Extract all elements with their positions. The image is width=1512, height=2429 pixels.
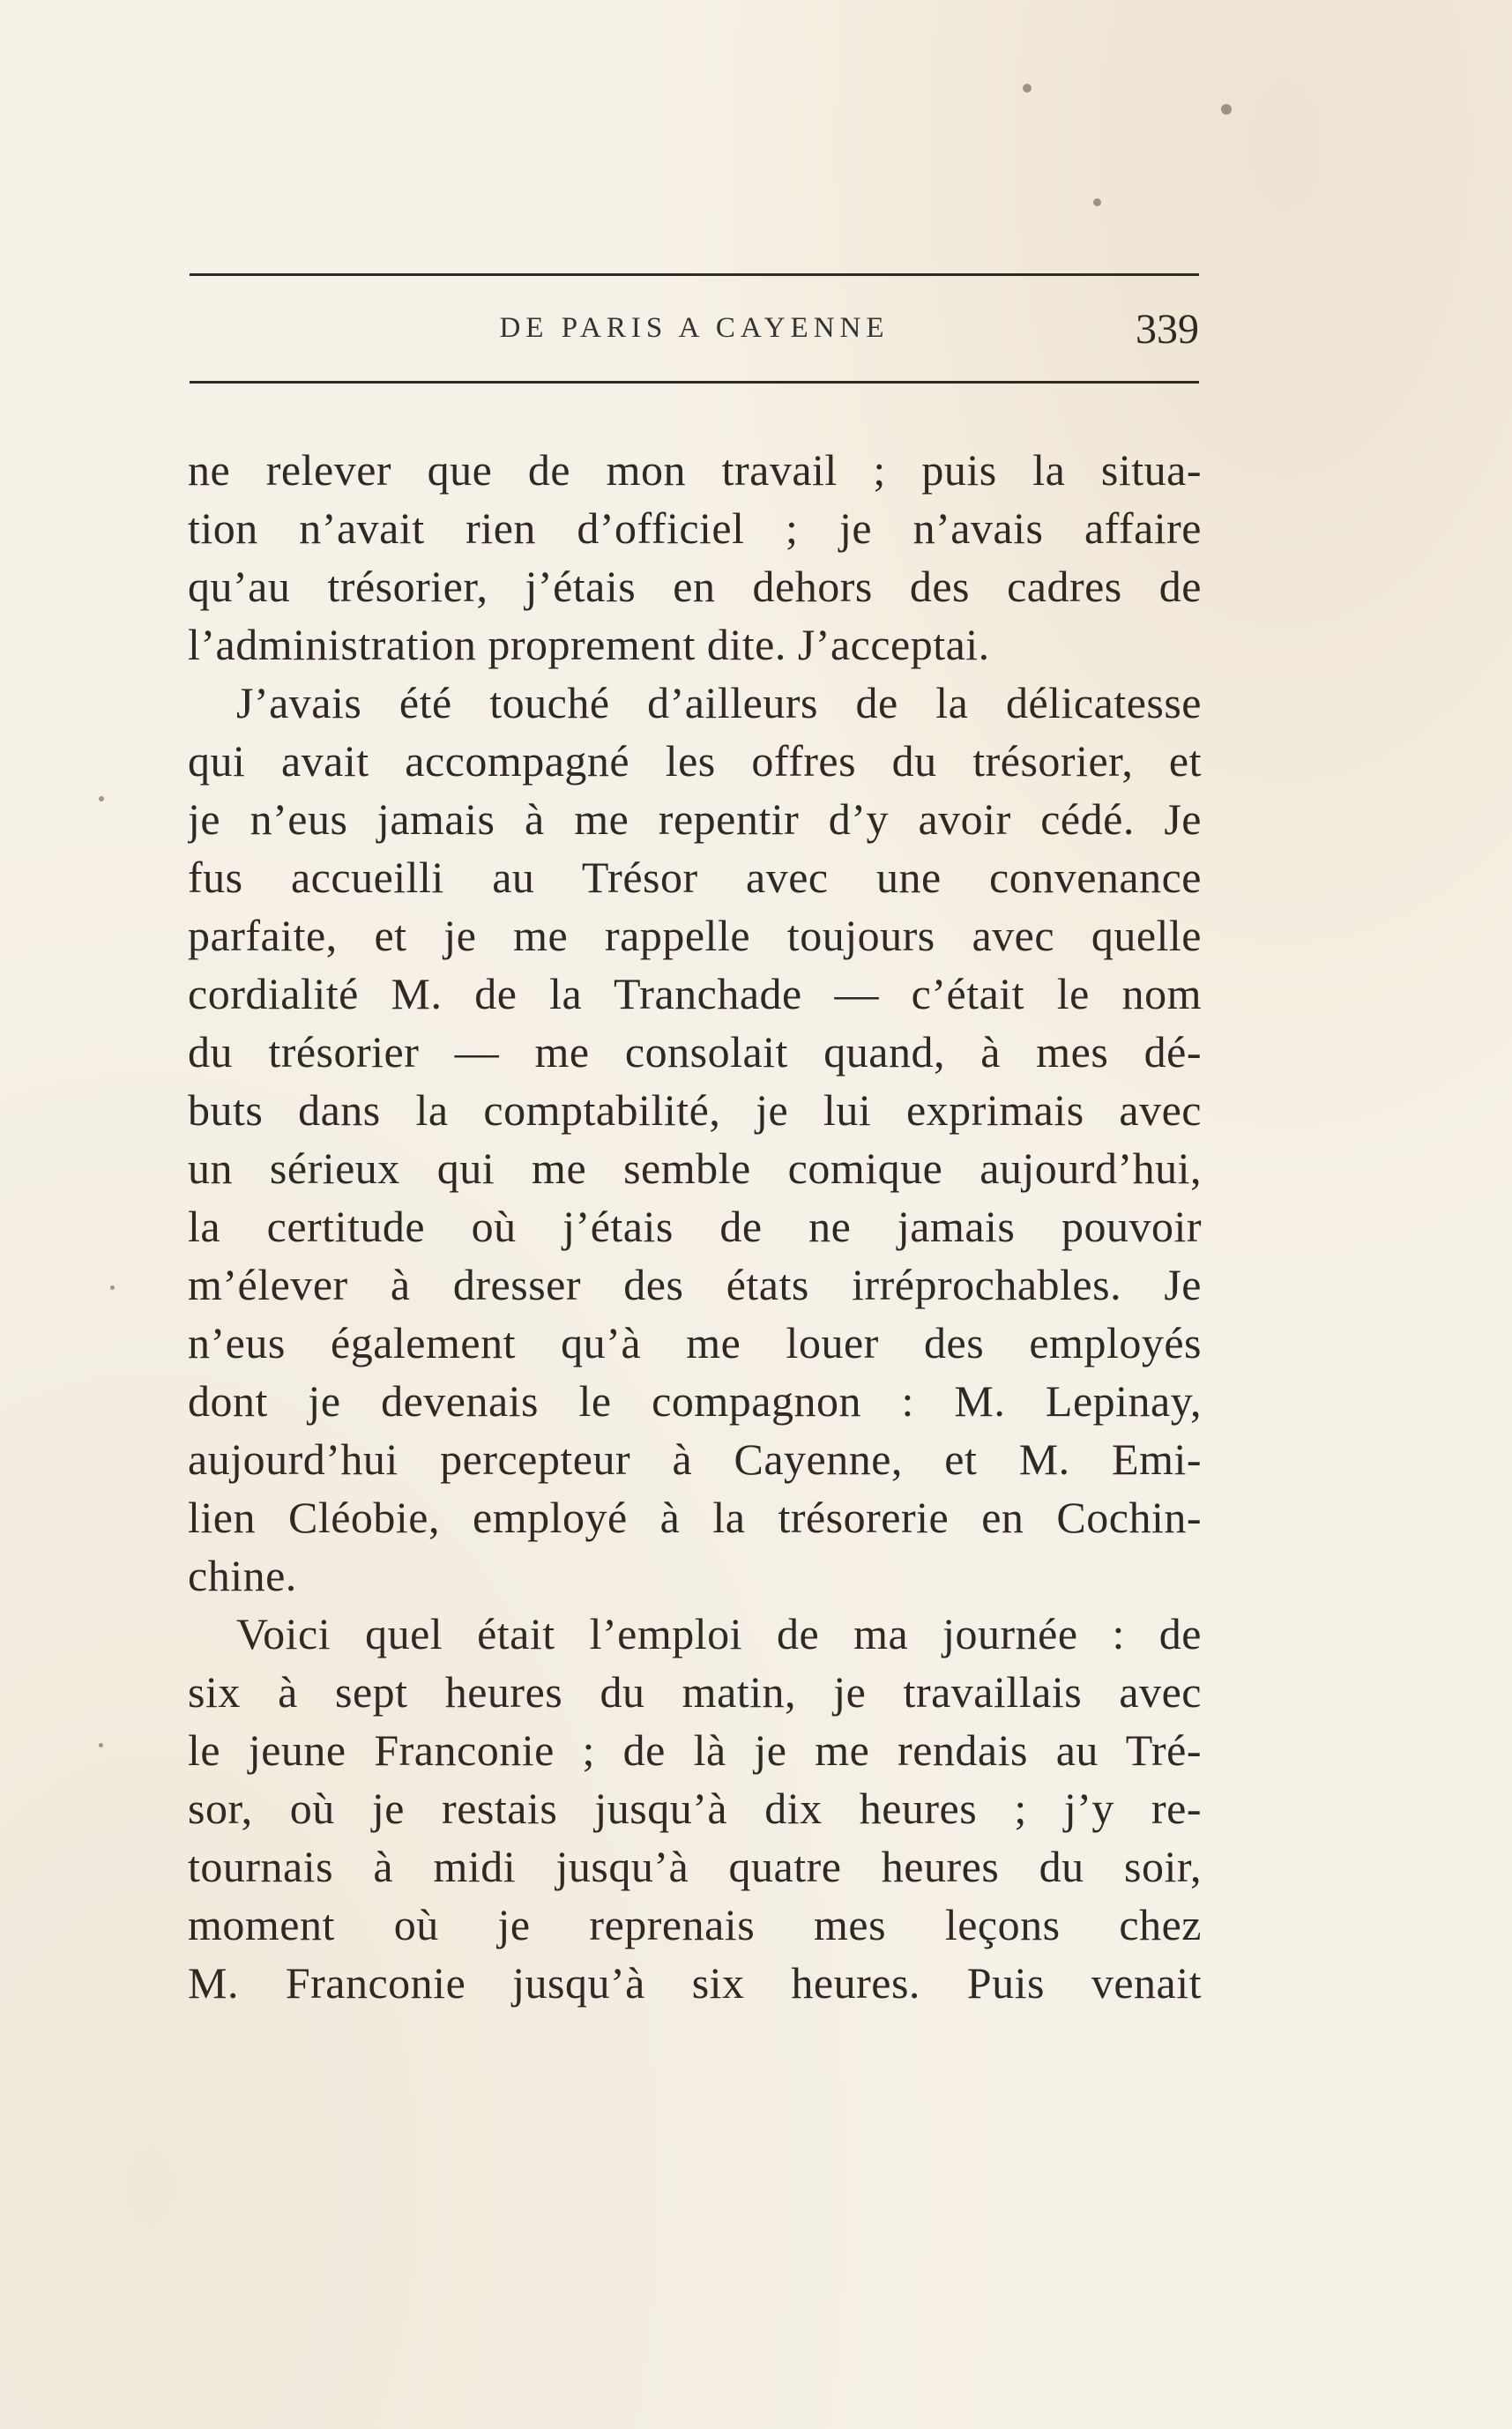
paper-speck [1023,84,1032,93]
text-line: qui avait accompagné les offres du trésorier, et [188,736,1202,786]
header-rule-bottom [190,381,1199,384]
text-line: l’administration proprement dite. J’acceptai. [188,620,990,669]
text-line: qu’au trésorier, j’étais en dehors des cadres de [188,562,1202,611]
running-head [190,305,1199,358]
text-line: lien Cléobie, employé à la trésorerie en Cochin- [188,1493,1202,1542]
text-line: buts dans la comptabilité, je lui exprimais avec [188,1085,1202,1135]
text-line: tournais à midi jusqu’à quatre heures du soir, [188,1842,1202,1891]
text-line: tion n’avait rien d’officiel ; je n’avais affaire [188,503,1202,553]
text-line: J’avais été touché d’ailleurs de la délicatesse [236,678,1202,727]
text-line: six à sept heures du matin, je travaillais avec [188,1667,1202,1717]
text-line: chine. [188,1551,297,1600]
text-line: moment où je reprenais mes leçons chez [188,1900,1202,1949]
text-line: dont je devenais le compagnon : M. Lepinay, [188,1376,1202,1426]
page-number: 339 [1136,306,1199,353]
text-line: un sérieux qui me semble comique aujourd’hui, [188,1144,1202,1193]
text-line: m’élever à dresser des états irréprochables. Je [188,1260,1202,1309]
text-line: la certitude où j’étais de ne jamais pouvoir [188,1202,1202,1251]
text-line: du trésorier — me consolait quand, à mes dé- [188,1027,1202,1077]
text-line: je n’eus jamais à me repentir d’y avoir cédé. Je [188,794,1202,844]
text-line: parfaite, et je me rappelle toujours avec quelle [188,911,1202,960]
paper-speck [99,1743,103,1747]
body-text [188,441,1202,2012]
text-line: fus accueilli au Trésor avec une convenance [188,853,1202,902]
text-line: n’eus également qu’à me louer des employés [188,1318,1202,1367]
paper-speck [1093,198,1101,206]
header-rule-top [190,273,1199,276]
text-line: M. Franconie jusqu’à six heures. Puis venait [188,1958,1202,2008]
text-line: sor, où je restais jusqu’à dix heures ; j’y re- [188,1784,1202,1833]
text-line: ne relever que de mon travail ; puis la situa- [188,445,1202,495]
text-line: le jeune Franconie ; de là je me rendais au Tré- [188,1725,1202,1775]
text-line: Voici quel était l’emploi de ma journée : de [236,1609,1202,1658]
paper-speck [110,1285,115,1290]
running-title: DE PARIS A CAYENNE [499,312,890,344]
text-line: cordialité M. de la Tranchade — c’était le nom [188,969,1202,1018]
paper-speck [1221,104,1232,115]
paper-speck [99,796,104,801]
text-line: aujourd’hui percepteur à Cayenne, et M. Emi- [188,1434,1202,1484]
